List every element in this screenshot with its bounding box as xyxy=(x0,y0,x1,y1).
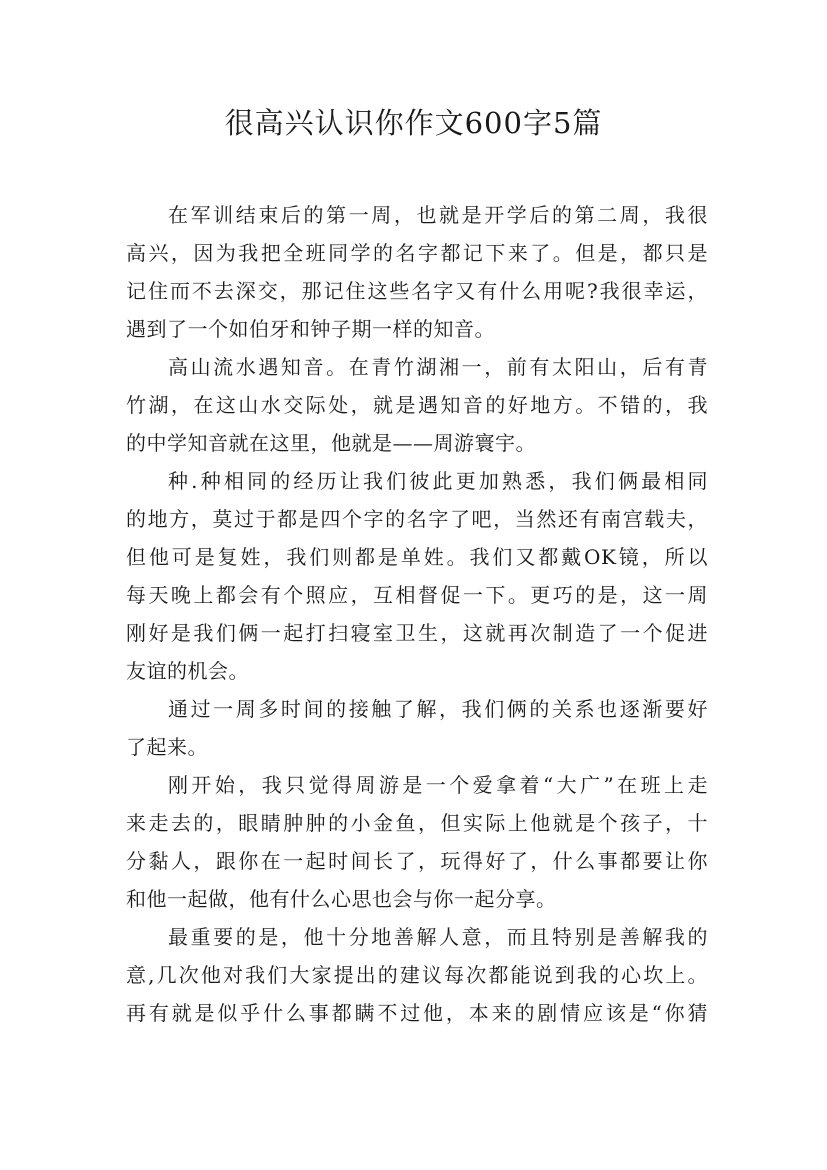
document-title: 很高兴认识你作文600字5篇 xyxy=(224,106,603,140)
body-line: 刚好是我们俩一起打扫寝室卫生，这就再次制造了一个促进 xyxy=(126,621,708,645)
body-line: 的地方，莫过于都是四个字的名字了吧，当然还有南宫载夫， xyxy=(126,507,708,531)
body-line: 意,几次他对我们大家提出的建议每次都能说到我的心坎上。 xyxy=(126,963,708,987)
body-line: 每天晚上都会有个照应，互相督促一下。更巧的是，这一周 xyxy=(126,583,708,607)
body-line: 高兴，因为我把全班同学的名字都记下来了。但是，都只是 xyxy=(126,241,708,265)
body-line: 种.种相同的经历让我们彼此更加熟悉，我们俩最相同 xyxy=(168,469,708,493)
body-line: 和他一起做，他有什么心思也会与你一起分享。 xyxy=(126,887,557,911)
body-line: 的中学知音就在这里，他就是——周游寰宇。 xyxy=(126,431,536,455)
body-line: 遇到了一个如伯牙和钟子期一样的知音。 xyxy=(126,317,495,341)
body-line: 记住而不去深交，那记住这些名字又有什么用呢?我很幸运， xyxy=(126,279,708,303)
body-line: 友谊的机会。 xyxy=(126,659,249,683)
body-line: 高山流水遇知音。在青竹湖湘一，前有太阳山，后有青 xyxy=(168,355,708,379)
document-body xyxy=(126,196,708,1032)
body-line: 刚开始，我只觉得周游是一个爱拿着“大广”在班上走 xyxy=(168,773,708,797)
body-line: 通过一周多时间的接触了解，我们俩的关系也逐渐要好 xyxy=(168,697,708,721)
body-line: 在军训结束后的第一周，也就是开学后的第二周，我很 xyxy=(168,203,708,227)
body-line: 分黏人，跟你在一起时间长了，玩得好了，什么事都要让你 xyxy=(126,849,708,873)
body-line: 再有就是似乎什么事都瞒不过他，本来的剧情应该是“你猜 xyxy=(126,1001,708,1025)
body-line: 来走去的，眼睛肿肿的小金鱼，但实际上他就是个孩子，十 xyxy=(126,811,708,835)
body-line: 竹湖，在这山水交际处，就是遇知音的好地方。不错的，我 xyxy=(126,393,708,417)
body-line: 了起来。 xyxy=(126,735,208,759)
body-line: 但他可是复姓，我们则都是单姓。我们又都戴OK镜，所以 xyxy=(126,545,708,569)
body-line: 最重要的是，他十分地善解人意，而且特别是善解我的 xyxy=(168,925,708,949)
